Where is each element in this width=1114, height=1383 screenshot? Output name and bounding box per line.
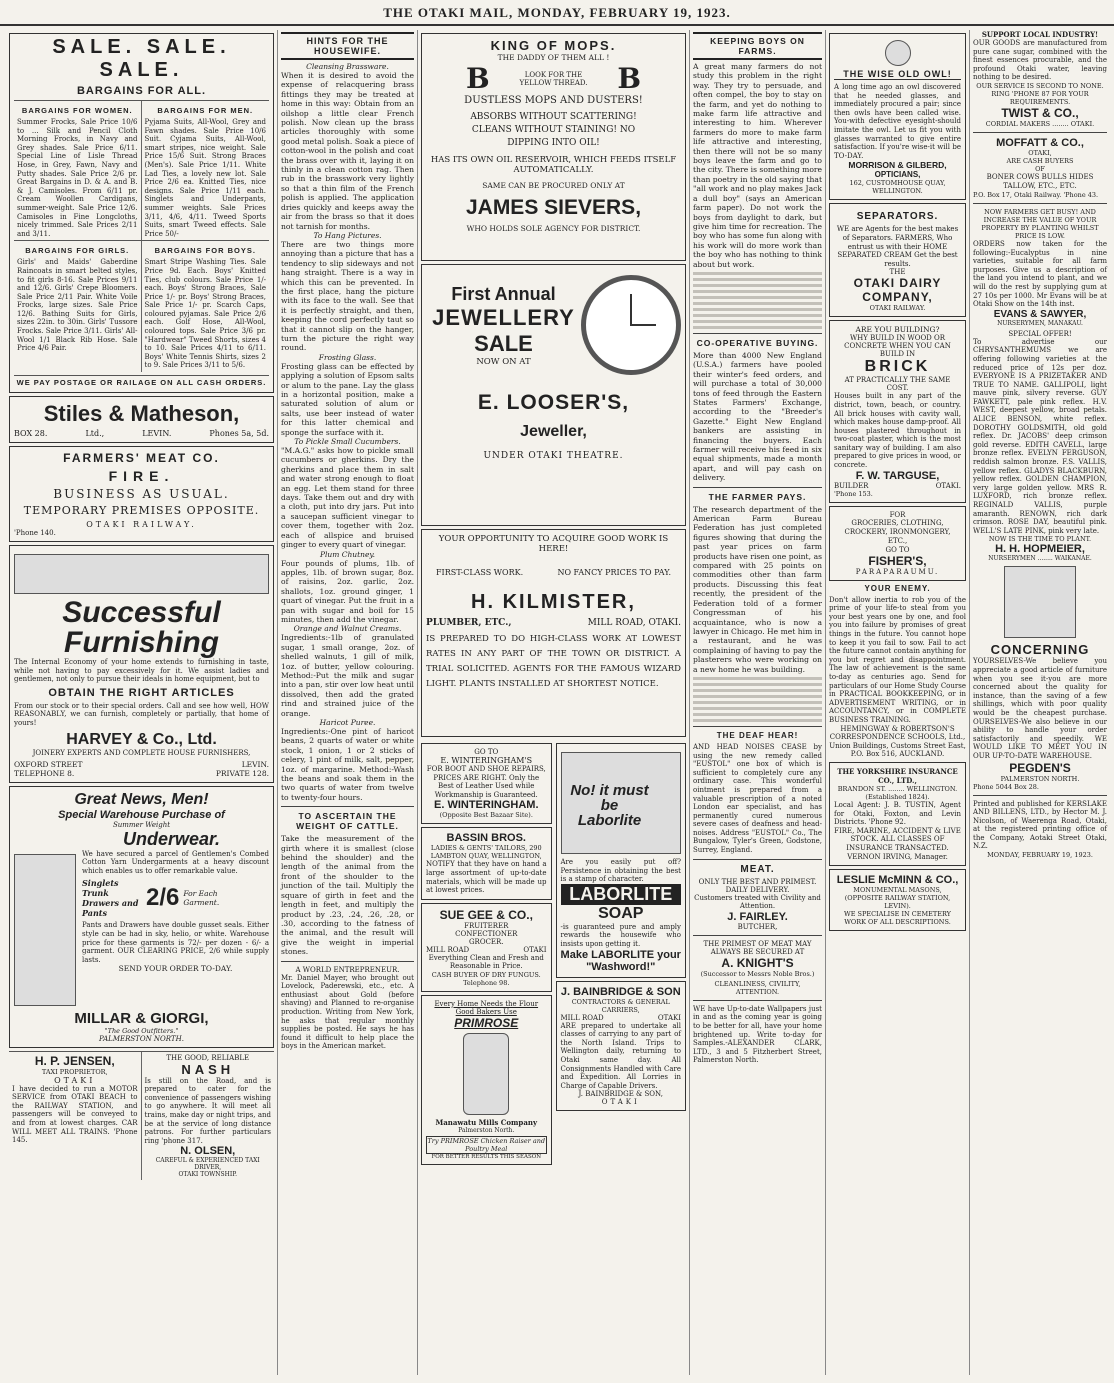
- kil-first-class: FIRST-CLASS WORK.: [436, 568, 524, 577]
- farmers-fire: FIRE.: [108, 468, 175, 485]
- column-3: [418, 30, 690, 1375]
- dairy-railway: OTAKI RAILWAY.: [869, 304, 926, 313]
- news-text-2: Pants and Drawers have double gusset seals. Either style can be had in sky, helio, or white. Warehouse price for these garments is 72/- per dozen - 6/- a garment. OUR CLEARING PRICE, 2/6 while supply lasts.: [82, 921, 269, 964]
- boys-farms-text: A great many farmers do not study this problem in the right way. They try to persuade, and often compel, the boy to stay on the farm, and yet do nothing to make farm life attractive and interesting to him. Wherever farmers do more to make farm life attractive and interesting, then there will not be so many boys leave the farm and go to the city. There is something more than poetry in the old saying that "all work and no play makes Jack a dull boy" (says an American farm paper). Do not work the boys from daylight to dark, but give him time for recreation. The boy who has some fun along with his work will do more work than the boy who has nothing to think about but work.: [693, 62, 823, 269]
- bassin-name: BASSIN BROS.: [446, 832, 526, 845]
- column-1: [6, 30, 278, 1375]
- enemy-ad: [829, 584, 966, 759]
- ferns-text: ORDERS now taken for the following:-Eucalyptus in nine varieties, suitable for all farm purposes. Give us a description of the land you intend to plant, and we will do the rest by supplying gum at 27 10s per 1000. Mr Evans will be at Otaki Show on the 14th inst.: [973, 239, 1107, 309]
- farmer-pays-title: THE FARMER PAYS.: [708, 491, 807, 502]
- targuse-sub: BUILDER: [834, 481, 869, 490]
- twist-text: OUR GOODS are manufactured from pure cane sugar, combined with the finest essences procurable, and the profound Otaki water, leaving nothing to be desired.: [973, 39, 1107, 82]
- knight-name: A. KNIGHT'S: [721, 955, 794, 970]
- sue-gee-ad: [421, 903, 552, 992]
- furnishing-obtain: OBTAIN THE RIGHT ARTICLES: [48, 686, 235, 699]
- furniture-illustration: [14, 554, 269, 594]
- build-text: WHY BUILD IN WOOD OR CONCRETE WHEN YOU CAN BUILD IN: [844, 334, 951, 359]
- moffatt-name: MOFFATT & CO.,: [996, 136, 1084, 149]
- mops-look: LOOK FOR THE YELLOW THREAD.: [519, 70, 588, 87]
- moffatt-of: OF: [1035, 164, 1045, 173]
- mops-dustless: DUSTLESS MOPS AND DUSTERS!: [464, 95, 643, 106]
- nash-name: NASH: [181, 1061, 235, 1077]
- lab-name: LABORLITE: [561, 884, 682, 905]
- ferns-heading: NOW FARMERS GET BUSY! AND INCREASE THE VALUE OF YOUR PROPERTY BY PLANTING WHILST PRICE IS LOW.: [981, 207, 1099, 240]
- hint-creams-text: Ingredients:-1lb of granulated sugar, 1 small orange, 2oz. of shelled walnuts, 1 gill of milk, 1oz. of butter, yellow colouring. Method:-Put the milk and sugar into a pan, stir over low heat until dissolved, then add the grated rind and strained juice of the orange.: [281, 633, 414, 718]
- evans-sub: NURSERYMEN, MANAKAU.: [997, 319, 1083, 327]
- column-6: [970, 30, 1110, 1375]
- printed-by: Printed and published for KERSLAKE AND BILLENS, LTD., by Hector M. J. Nicolson, of Waerenga Road, Otaki, at the registered printing office of the Company, Aotaki Street Otaki, N.Z.: [973, 799, 1107, 851]
- meat-text: Customers treated with Civility and Attention.: [694, 893, 821, 911]
- girls-text: Girls' and Maids' Gaberdine Raincoats in smart belted styles, to fit girls 8-16. Sale Prices 9/11 and 12/6. Girls' Crepe Bloomers. Sale Price 2/11 Pair. White Voile Frocks, large sizes. Sale Price 12/6. Bathing Suits for Girls, sizes 22in. to 30in. Girls' Tussore Frocks. Sale Price 3/11. Girls' All-Wool 1/1 Black Rib Hose. Sale Price 4/6 Pair.: [17, 258, 138, 353]
- jensen-name: H. P. JENSEN,: [34, 1053, 115, 1068]
- concerning-text: YOURSELVES-We believe you appreciate a good article of furniture when you see it-you are more concerned about the quality for instance, than the saving of a few shillings, which with poor quality would be the cheapest purchase. OURSELVES-We also believe in our ability to handle your order satisfactorily and speedily. WE WOULD LIKE TO MEET YOU IN OUR UP-TO-DATE WAREHOUSE.: [973, 657, 1107, 760]
- offer-title: SPECIAL OFFER!: [1008, 329, 1072, 338]
- news-text: We have secured a parcel of Gentlemen's Combed Cotton Yarn Undergarments at a heavy discount which enables us to offer remarkable value.: [82, 849, 269, 875]
- news-underwear: Underwear.: [122, 828, 221, 849]
- men-heading: BARGAINS FOR MEN.: [157, 106, 254, 115]
- mops-same: SAME CAN BE PROCURED ONLY AT: [482, 181, 625, 190]
- laborlite-ad: [556, 743, 687, 978]
- prim-name: PRIMROSE: [454, 1015, 519, 1030]
- build-question: ARE YOU BUILDING?: [855, 325, 940, 335]
- hint-puree-heading: Haricot Puree.: [319, 718, 376, 727]
- kil-plumber: PLUMBER, ETC.,: [426, 618, 512, 628]
- targuse-town: OTAKI.: [935, 481, 961, 490]
- fisher-town: PARAPARAUMU.: [855, 567, 940, 576]
- olsen-subtitle: CAREFUL & EXPERIENCED TAXI DRIVER,: [155, 1157, 260, 1172]
- dairy-the: THE: [889, 268, 906, 277]
- column-5: [826, 30, 970, 1375]
- wallpaper-text: WE have Up-to-date Wallpapers just in and as the coming year is going to be better for all, have your home brightened up. Write to-day for Samples.-ALEXANDER CLARK, LTD., 3 and 5 Fitzherbert Street, Palmerston North.: [693, 1004, 822, 1065]
- hint-pickle-text: "M.A.G." asks how to pickle small cucumbers or gherkins. Dry the gherkins and place them in salt and water strong enough to float an egg. Let them stand for three days. Take them out and dry with a cloth, put into dry jars. Put into a saucepan sufficient vinegar to cover them, together with 2oz. each of allspice and bruised ginger to every quart of vinegar.: [281, 446, 414, 550]
- jensen-ad: [9, 1052, 142, 1181]
- nash-heading: THE GOOD, RELIABLE: [166, 1053, 250, 1062]
- lab-slogan: No! it must be Laborlite: [570, 782, 649, 829]
- moffatt-box: P.O. Box 17, Otaki Railway. 'Phone 43.: [973, 190, 1099, 199]
- build-text-2: Houses built in any part of the district, town, beach, or country. All brick houses with cavity wall, which makes house damp-proof. All houses plastered throughout in two-coat plaster, which is the most sanitary way of building. I am also prepared to give prices in wood, or concrete.: [834, 392, 961, 470]
- yorks-address: BRANDON ST. ........ WELLINGTON. (Established 1824).: [837, 784, 958, 801]
- meat-subtitle: ONLY THE BEST AND PRIMEST. DAILY DELIVERY.: [698, 877, 817, 894]
- hint-frosting-text: Frosting glass can be effected by applying a solution of Epsom salts or alum to the pane. Lay the glass in a horizontal position, make a saturated solution of alum or salts, use beer instead of water for this latter chemical and sponge the surface with it.: [281, 361, 414, 437]
- jensen-subtitle: TAXI PROPRIETOR,: [41, 1067, 108, 1076]
- entrepreneur-text: Mr. Daniel Mayer, who brought out Lovelock, Paderewski, etc., etc. A enthusiast about Gold (before shaving) and Planned to re-organise production. Writing from New York, he asks that regular monthly supplies be posted. He says he has found it difficult to help place the boys in the American market.: [281, 973, 414, 1051]
- offer-now: NOW IS THE TIME TO PLANT.: [988, 535, 1092, 544]
- fisher-for: FOR: [889, 510, 906, 519]
- bainbridge-ad: [556, 981, 687, 1112]
- suegee-fruiterer: FRUITERER: [464, 921, 509, 930]
- moffatt-list: BONER COWS BULLS HIDES TALLOW, ETC., ETC.: [986, 172, 1094, 190]
- jewel-jewellery: JEWELLERY: [432, 304, 575, 330]
- knight-subtitle: (Successor to Messrs Noble Bros.): [700, 969, 815, 978]
- farmers-heading: FARMERS' MEAT CO.: [63, 451, 220, 466]
- lab-soap: SOAP: [598, 904, 644, 922]
- weight-title: TO ASCERTAIN THE WEIGHT OF CATTLE.: [296, 811, 399, 832]
- suegee-grocer: GROCER.: [468, 937, 504, 946]
- fisher-name: FISHER'S,: [868, 553, 927, 568]
- hint-pickle-heading: To Pickle Small Cucumbers.: [294, 437, 401, 447]
- owl-ad: [829, 33, 966, 200]
- farmer-pays-text: The research department of the American Farm Bureau Federation has just completed figures showing that during the past year prices on farm products have risen one point, as compared with 25 points on commodities other than farm products. Discussing this feat recently, the president of the Federation told of a former Congressman of his acquaintance, who is now a lawyer in Chicago. He met him in a restaurant, and he was complaining of having to pay the plasterers who were working on a new home he was building.: [693, 504, 822, 674]
- olsen-town: OTAKI TOWNSHIP.: [178, 1171, 237, 1179]
- harvey-subtitle: JOINERY EXPERTS AND COMPLETE HOUSE FURNISHERS,: [32, 748, 251, 757]
- fisher-list: GROCERIES, CLOTHING, CROCKERY, IRONMONGERY, ETC.,: [844, 518, 951, 545]
- mops-ad: [421, 33, 686, 261]
- mops-lines: ABSORBS WITHOUT SCATTERING! CLEANS WITHOUT STAINING! NO DIPPING INTO OIL!: [470, 112, 637, 148]
- furnishing-text-2: From our stock or to their special orders. Call and see how well, HOW REASONABLY, we can furnish, completely or partially, that home of yours!: [14, 701, 269, 727]
- leslie-ad: [829, 869, 966, 931]
- women-text: Summer Frocks, Sale Price 10/6 to ... Silk and Pencil Cloth Morning Frocks, in Navy and Grey shades. Sale Price 6/11. Special Line of Lisle Thread Hose, in Grey, Fawn, Navy and Putty shades. Sale Price 2/6 pr. Great Bargains in D. & A. and B. & J. Camisoles. From 6/11 pr. Cream Woollen Cardigans, summer-weight. Sale Price 12/6. Camisoles in Fine Longcloths, nicely trimmed. Sale Prices 2/11 and 3/11.: [17, 118, 138, 238]
- lab-question: Are you easily put off? Persistence in obtaining the best is a stamp of character.: [560, 858, 681, 884]
- harvey-street: OXFORD STREET: [14, 759, 83, 769]
- kilmister-ad: [421, 529, 686, 737]
- men-text: Pyjama Suits, All-Wool, Grey and Fawn shades. Sale Price 10/6 Suit. Cyjama Suits, All-Wool, smart stripes, nice weight. Sale Price 15/6 Suit. Strong Braces (Men's). Sale Price 1/11. White Lad Ties, a lovely new lot. Sale Price 2/6 ea. Knitted Ties, nice designs. Sale Price 1/11 each. Singlets and Underpants, summer weights. Sale Prices 3/11, 4/6, 4/11. Tweed Sports Suits, smart Tweed effects. Sale Price 50/-: [144, 118, 266, 238]
- harvey-telephone: TELEPHONE 8.: [14, 768, 75, 778]
- jensen-town: OTAKI: [54, 1075, 96, 1085]
- build-brick: BRICK: [864, 358, 931, 376]
- girls-heading: BARGAINS FOR GIRLS.: [25, 246, 130, 256]
- bain-subtitle: CONTRACTORS & GENERAL: [571, 997, 670, 1006]
- sale-title: SALE. SALE. SALE.: [52, 36, 231, 81]
- jewel-under: UNDER OTAKI THEATRE.: [483, 451, 624, 461]
- stiles-phone: Phones 5a, 5d.: [209, 429, 269, 439]
- farmers-business: BUSINESS AS USUAL.: [53, 487, 230, 502]
- news-for-each: For Each Garment.: [183, 889, 220, 908]
- kil-no-fancy: NO FANCY PRICES TO PAY.: [557, 568, 671, 577]
- kil-road: MILL ROAD, OTAKI.: [587, 618, 681, 628]
- moffatt-cash: ARE CASH BUYERS: [1006, 156, 1074, 165]
- hint-pictures-text: There are two things more annoying than a picture that has a tendency to slip sideways and not hang straight. There is a way in which this can be prevented. In the first place, hang the picture with its face to the wall. See that it is perfectly straight, and then, keeping the cord perfectly taut so that it cannot slip on the hanger, turn the picture the right way round.: [281, 239, 414, 353]
- furnishing-headline: Successful Furnishing: [62, 596, 221, 660]
- suegee-cash: CASH BUYER OF DRY FUNGUS. Telephone 98.: [431, 970, 541, 987]
- evans-name: EVANS & SAWYER,: [993, 308, 1087, 320]
- coop-title: CO-OPERATIVE BUYING.: [696, 337, 819, 348]
- prim-line: Every Home Needs the Flour Good Bakers Use: [434, 999, 539, 1016]
- stiles-ad: [9, 396, 274, 443]
- hopmeier-name: H. H. HOPMEIER,: [995, 543, 1085, 556]
- wardrobe-illustration: [1004, 566, 1076, 638]
- wint-text: FOR BOOT AND SHOE REPAIRS, PRICES ARE RIGHT. Only the Best of Leather Used while Workmanship is Guaranteed.: [426, 765, 546, 799]
- winteringham-ad: [421, 743, 552, 824]
- jewel-first: First Annual: [451, 283, 556, 304]
- stiles-name: Stiles & Matheson,: [43, 401, 240, 427]
- owl-icon: [885, 40, 911, 66]
- leslie-sub: MONUMENTAL MASONS,: [853, 886, 942, 895]
- harvey-name: HARVEY & Co., Ltd.: [66, 730, 217, 748]
- twist-ring: RING 'PHONE 87 FOR YOUR REQUIREMENTS.: [991, 89, 1089, 106]
- hint-creams-heading: Orange and Walnut Creams.: [293, 624, 402, 634]
- boys-farms-title: KEEPING BOYS ON FARMS.: [693, 32, 822, 60]
- news-send: SEND YOUR ORDER TO-DAY.: [118, 964, 233, 974]
- targuse-name: F. W. TARGUSE,: [855, 469, 940, 482]
- sep-title: SEPARATORS.: [856, 211, 939, 223]
- lab-text: -is guaranteed pure and amply rewards the housewife who insists upon getting it.: [560, 922, 681, 948]
- knight-line: CLEANLINESS, CIVILITY, ATTENTION.: [714, 979, 801, 996]
- pegden-phone: Phone 5044 Box 28.: [973, 782, 1039, 791]
- enemy-text: Don't allow inertia to rob you of the prime of your life-to steal from you your best years one by one, and fool you into failure by promises of great things in the future. You cannot hope to keep it you fail to sow. Fail to act the future cannot contain anything for you but regret and disappointment. The law of achievement is the same to-day as centuries ago. Send for particulars of our Home Study Course in PRACTICAL BOOKKEEPING, or in ADVERTISEMENT WRITING, or in ACCOUNTANCY, or in COMPLETE BUSINESS TRAINING.: [829, 595, 966, 724]
- hopmeier-sub: NURSERYMEN ........ WAIKANAE.: [988, 555, 1092, 563]
- yorks-agent: Local Agent: J. B. TUSTIN, Agent for Otaki, Foxton, and Levin Districts. 'Phone 92.: [834, 800, 961, 827]
- bain-otaki: OTAKI: [657, 1013, 681, 1022]
- wint-goto: GO TO: [474, 748, 499, 756]
- deaf-text: AND HEAD NOISES CEASE by using the new remedy called "EUSTOL" one box of which is sufficient to completely cure any ordinary case. This wonderful ointment is prepared from a valuable prescription of a noted London ear specialist, and has permanently cured numerous severe cases of deafness and head-noises. Address "EUSTOL" Co., The Bungalow, Tyler's Green, Godstone, Surrey, England.: [693, 742, 822, 855]
- enemy-sign: HEMINGWAY & ROBERTSON'S CORRESPONDENCE SCHOOLS, Ltd., Union Buildings, Customs Street East, P.O. Box 516, AUCKLAND.: [829, 724, 966, 759]
- mops-oil: HAS ITS OWN OIL RESERVOIR, WHICH FEEDS ITSELF AUTOMATICALLY.: [430, 155, 677, 175]
- prim-mill: Manawatu Mills Company: [435, 1117, 538, 1127]
- enemy-title: YOUR ENEMY.: [864, 583, 931, 593]
- bain-sign: J. BAINBRIDGE & SON,: [578, 1090, 663, 1099]
- column-2: [278, 30, 418, 1375]
- support-line: SUPPORT LOCAL INDUSTRY!: [981, 30, 1099, 39]
- brick-ad: [829, 320, 966, 502]
- suegee-name: SUE GEE & CO.,: [439, 907, 533, 922]
- harvey-ad: [9, 545, 274, 783]
- separators-ad: [829, 203, 966, 317]
- boys-heading: BARGAINS FOR BOYS.: [154, 246, 256, 256]
- suegee-confectioner: CONFECTIONER: [455, 929, 518, 938]
- wint-opposite: (Opposite Best Bazaar Site).: [439, 811, 533, 820]
- news-summer: Summer Weight: [112, 820, 171, 829]
- farmers-temporary: TEMPORARY PREMISES OPPOSITE.: [23, 504, 260, 518]
- entrepreneur-title: A WORLD ENTREPRENEUR.: [295, 965, 400, 974]
- farmers-meat-ad: [9, 446, 274, 542]
- sale-subtitle: BARGAINS FOR ALL.: [76, 85, 207, 97]
- pegden-name: PEGDEN'S: [1009, 760, 1071, 775]
- weight-text: Take the measurement of the girth where it is smallest (close behind the shoulder) and the length of the animal from the front of the shoulder to the junction of the tail. Multiply the square of girth in feet and the length in feet, and multiply the product by .23, .24, .26, .28, or .30, according to the fatness of the animal, and the result will give the weight in imperial stones.: [281, 834, 414, 957]
- suegee-text: Everything Clean and Fresh and Reasonable in Price.: [428, 953, 544, 971]
- millar-town: PALMERSTON NORTH.: [99, 1034, 184, 1043]
- leslie-address: (OPPOSITE RAILWAY STATION, LEVIN).: [844, 894, 951, 911]
- news-items: Singlets Trunk Drawers and Pants: [82, 878, 139, 919]
- kil-text: IS PREPARED TO DO HIGH-CLASS WORK AT LOWEST RATES IN ANY PART OF THE TOWN OR DISTRICT. A TRIAL SOLICITED. AGENTS FOR THE FAMOUS WIZARD LIGHT. PLANTS INSTALLED AT SHORTEST NOTICE.: [426, 634, 681, 689]
- hint-frosting-heading: Frosting Glass.: [318, 352, 377, 362]
- wint-name-2: E. WINTERINGHAM.: [434, 799, 539, 812]
- boys-text: Smart Stripe Washing Ties. Sale Price 9d. Each. Boys' Knitted Ties, club colours. Sale Price 1/- each. Boys' Strong Braces, Sale Price 1/- pr. Boys' Strong Braces, Sale Price 1/- pr. Scarch Caps, coloured pyjamas. Sale Price 2/6 each. Golf Hose, All-Wool, coloured tops. Sale Price 3/6 pr. "Hardwear" Tweed Shorts, sizes 4 to 10. Sale Prices 4/11 to 6/11. Boys' White Tennis Shirts, sizes 2 to 9. Sale Prices 3/11 to 5/6.: [144, 258, 266, 370]
- targuse-phone: 'Phone 153.: [834, 489, 873, 498]
- yorks-lines: FIRE, MARINE, ACCIDENT & LIVE STOCK. ALL CLASSES OF INSURANCE TRANSACTED. VERNON IRVING, Manager.: [834, 826, 961, 861]
- fairley-subtitle: BUTCHER,: [737, 922, 778, 931]
- bain-town: OTAKI: [601, 1098, 640, 1107]
- twist-name: TWIST & CO.,: [1001, 105, 1079, 120]
- fisher-goto: GO TO: [885, 545, 910, 554]
- fairley-name: J. FAIRLEY.: [727, 910, 788, 923]
- owl-text: A long time ago an owl discovered that he needed glasses, and immediately procured a pair; since then owls have been called wise. You-with defective eyesight-should imitate the owl. Let us fit you with glasses warranted to give entire satisfaction. If you're wise-it will be TO-DAY.: [834, 83, 961, 160]
- millar-subtitle: "The Good Outfitters.": [104, 1026, 179, 1035]
- prim-try: Try PRIMROSE Chicken Raiser and Poultry Meal: [427, 1136, 546, 1153]
- harvey-private: PRIVATE 128.: [215, 768, 269, 778]
- coop-text: More than 4000 New England (U.S.A.) farmers have pooled their winter's feed orders, and will purchase a total of 30,000 tons of feed through the Eastern States Farmers' Exchange, according to the "Breeder's Gazette." Eight New England bankers are assisting in financing the buyers. Each farmer will receive his feed in six equal shipments, made a month apart, and will pay cash on delivery.: [693, 350, 822, 483]
- bain-mill: MILL ROAD: [560, 1013, 604, 1022]
- jewellery-ad: [421, 264, 686, 526]
- primrose-ad: [421, 995, 552, 1165]
- morrison-name: MORRISON & GILBERD,: [848, 160, 947, 171]
- kil-opportunity: YOUR OPPORTUNITY TO ACQUIRE GOOD WORK IS HERE!: [438, 534, 669, 554]
- women-heading: BARGAINS FOR WOMEN.: [21, 106, 133, 115]
- nash-text: Is still on the Road, and is prepared to cater for the convenience of passengers wishing to go anywhere. It will meet all trains, make day or night trips, and be at the service of long distance patrons. For further particulars ring 'phone 317.: [144, 1076, 271, 1145]
- mops-title: KING OF MOPS.: [490, 38, 617, 53]
- moffatt-town: OTAKI,: [1028, 148, 1052, 157]
- stiles-town: LEVIN.: [142, 429, 172, 439]
- suegee-mill: MILL ROAD: [426, 945, 470, 954]
- news-title: Great News, Men!: [74, 790, 209, 808]
- clock-icon: [581, 275, 681, 375]
- bain-name: J. BAINBRIDGE & SON: [560, 985, 681, 998]
- woman-illustration: [561, 752, 682, 854]
- yorkshire-ad: [829, 762, 966, 866]
- leslie-name: LESLIE McMINN & CO.,: [836, 874, 959, 887]
- jewel-sale: SALE: [474, 330, 533, 356]
- bassin-subtitle: LADIES & GENTS' TAILORS, 290 LAMBTON QUAY, WELLINGTON,: [430, 844, 542, 861]
- bassin-ad: [421, 827, 552, 899]
- sale-ad: [9, 33, 274, 393]
- mops-b-right: B: [617, 62, 641, 95]
- twist-service: OUR SERVICE IS SECOND TO NONE.: [976, 81, 1104, 90]
- suegee-otaki: OTAKI: [523, 945, 547, 954]
- hint-pictures-heading: To Hang Pictures.: [313, 230, 382, 240]
- olsen-name: N. OLSEN,: [180, 1145, 236, 1158]
- fisher-ad: [829, 506, 966, 581]
- morrison-address: 162, CUSTOMHOUSE QUAY, WELLINGTON.: [849, 179, 946, 196]
- offer-text: To advertise our CHRYSANTHEMUMS we are offering following varieties at the reduced price of 12s per doz. EVERYONE IS A PRIZETAKER AND TRUE TO NAME. GALLIPOLI, light mauve pink, silvery reverse. GUY FAWKETT, pale pink reflex. H.V. WEST, deepest yellow, broad petals. ALICE BENSON, white reflex. DOROTHY GOLDSMITH, old gold reflex. Dr. JACOBS' deep crimson gold reverse. EDITH CAVELL, large bronze reflex. EVELYN FERGUSON, reddish salmon bronze. F.S. VALLIS, yellow reflex. GLADYS BLACKBURN, yellow reflex. GOLDEN CHAMPION, very large golden yellow. MRS R. LUXFORD, rich bronze reflex. REGINALD VALLIS, purple amaranth. RENOWN, rich dark crimson. ROSE DAY, beautiful pink. WELL'S LATE PINK, pink very late.: [973, 337, 1107, 535]
- stiles-ltd: Ltd.,: [85, 429, 105, 439]
- mops-agency: WHO HOLDS SOLE AGENCY FOR DISTRICT.: [466, 224, 641, 233]
- man-in-underwear-illustration: [14, 854, 76, 1006]
- deaf-title: THE DEAF HEAR!: [716, 730, 799, 740]
- jensen-text: I have decided to run a MOTOR SERVICE from OTAKI BEACH to the RAILWAY STATION, and passengers will be conveyed to and from at lowest charges. CAR WILL MEET ALL TRAINS. 'Phone 145.: [12, 1084, 138, 1145]
- sep-text: WE are Agents for the best makes of Separators. FARMERS, Who entrust us with their HOME SEPARATED CREAM Get the best results.: [836, 225, 959, 268]
- twist-sub: CORDIAL MAKERS ........ OTAKI.: [985, 119, 1095, 128]
- stiles-box: BOX 28.: [14, 429, 48, 439]
- nash-ad: [142, 1052, 275, 1181]
- mops-name: JAMES SIEVERS,: [465, 196, 642, 219]
- mops-subtitle: THE DADDY OF THEM ALL !: [497, 53, 610, 62]
- harvey-town: LEVIN.: [241, 759, 269, 769]
- lab-make: Make LABORLITE your "Washword!": [560, 948, 681, 973]
- build-cost: AT PRACTICALLY THE SAME COST.: [844, 376, 951, 393]
- meat-title: MEAT.: [740, 863, 775, 875]
- jewel-jeweller: Jeweller,: [520, 423, 587, 440]
- news-price: 2/6: [146, 884, 180, 912]
- masthead: THE OTAKI MAIL, MONDAY, FEBRUARY 19, 1923.: [0, 2, 1114, 26]
- dairy-name: OTAKI DAIRY COMPANY,: [853, 276, 942, 305]
- bassin-text: NOTIFY that they have on hand a large assortment of up-to-date materials, which will be made up at lowest prices.: [426, 860, 547, 895]
- underwear-ad: [9, 786, 274, 1048]
- jewel-name: E. LOOSER'S,: [477, 391, 630, 414]
- owl-title: THE WISE OLD OWL!: [834, 69, 961, 80]
- footer-date: MONDAY, FEBRUARY 19, 1923.: [987, 851, 1093, 860]
- bain-text: ARE prepared to undertake all classes of carrying to any part of the North Island. Trips to Wellington daily, returning to Otaki same day. All Consignments Handled with Care and Expedition. All Lorries in Charge of Capable Drivers.: [560, 1021, 681, 1090]
- furnishing-text: The Internal Economy of your home extends to furnishing in taste, while not having to pay excessively for it. We assist ladies and gentlemen, not only to pursue their ideals in home equipment, but to: [14, 658, 269, 684]
- hint-puree-text: Ingredients:-One pint of haricot beans, 2 quarts of water or white stock, 1 onion, 1 or 2 sticks of celery, 1 pint of milk, salt, pepper, 1oz. of margarine. Method:-Wash the beans and soak them in the two quarts of water from twelve to twenty-four hours.: [281, 727, 414, 802]
- yorks-title: THE YORKSHIRE INSURANCE CO., LTD.,: [837, 766, 958, 785]
- jewel-now: NOW ON AT: [476, 356, 531, 367]
- hint-brassware-text: When it is desired to avoid the expense of relacquering brass fittings they may be treated at home in this way: Obtain from an oilshop a little clear French polish. Now clean up the brass articles thoroughly with some good metal polish. Soak a piece of cotton-wool in the polish and coat the brass over with it, laying it on thinly in a clean cotton rag. Then rub in the brasswork very lightly so that a thin film of the French polish is applied. The application dries quickly and keeps away the air from the brass so that it does not tarnish for months.: [281, 71, 414, 231]
- prim-for: FOR BETTER RESULTS THIS SEASON: [431, 1153, 542, 1160]
- farmers-phone: 'Phone 140.: [14, 529, 56, 538]
- prim-town: Palmerston North.: [458, 1126, 515, 1134]
- leslie-specialise: WE SPECIALISE IN CEMETERY WORK OF ALL DESCRIPTIONS.: [844, 910, 951, 927]
- hint-chutney-heading: Plum Chutney.: [319, 549, 376, 559]
- mops-b-left: B: [466, 62, 490, 95]
- bain-carriers: CARRIERS,: [601, 1005, 640, 1014]
- hint-brassware-heading: Cleansing Brassware.: [306, 62, 389, 71]
- postage-note: WE PAY POSTAGE OR RAILAGE ON ALL CASH ORDERS.: [14, 375, 269, 387]
- pegden-town: PALMERSTON NORTH.: [1000, 774, 1080, 783]
- millar-name: MILLAR & GIORGI,: [74, 1009, 209, 1027]
- hint-chutney-text: Four pounds of plums, 1lb. of apples, 1lb. of brown sugar, 8oz. of raisins, 2oz. garlic, 2oz. shallots, 1oz. ground ginger, 1 quart of vinegar. Put the fruit in a pan with sugar and boil for 15 minutes, then add the vinegar.: [281, 558, 414, 624]
- knight-heading: THE PRIMEST OF MEAT MAY ALWAYS BE SECURED AT: [703, 939, 812, 956]
- wint-name-1: E. WINTERINGHAM'S: [440, 756, 533, 765]
- flour-bag-illustration: [463, 1033, 509, 1115]
- news-subtitle: Special Warehouse Purchase of: [58, 808, 225, 821]
- kil-name: H. KILMISTER,: [471, 591, 636, 613]
- concerning-title: CONCERNING: [990, 642, 1090, 658]
- morrison-sub: OPTICIANS,: [874, 170, 921, 180]
- farmers-railway: OTAKI RAILWAY.: [86, 520, 197, 530]
- hints-title: HINTS FOR THE HOUSEWIFE.: [281, 32, 414, 60]
- column-4: [690, 30, 826, 1375]
